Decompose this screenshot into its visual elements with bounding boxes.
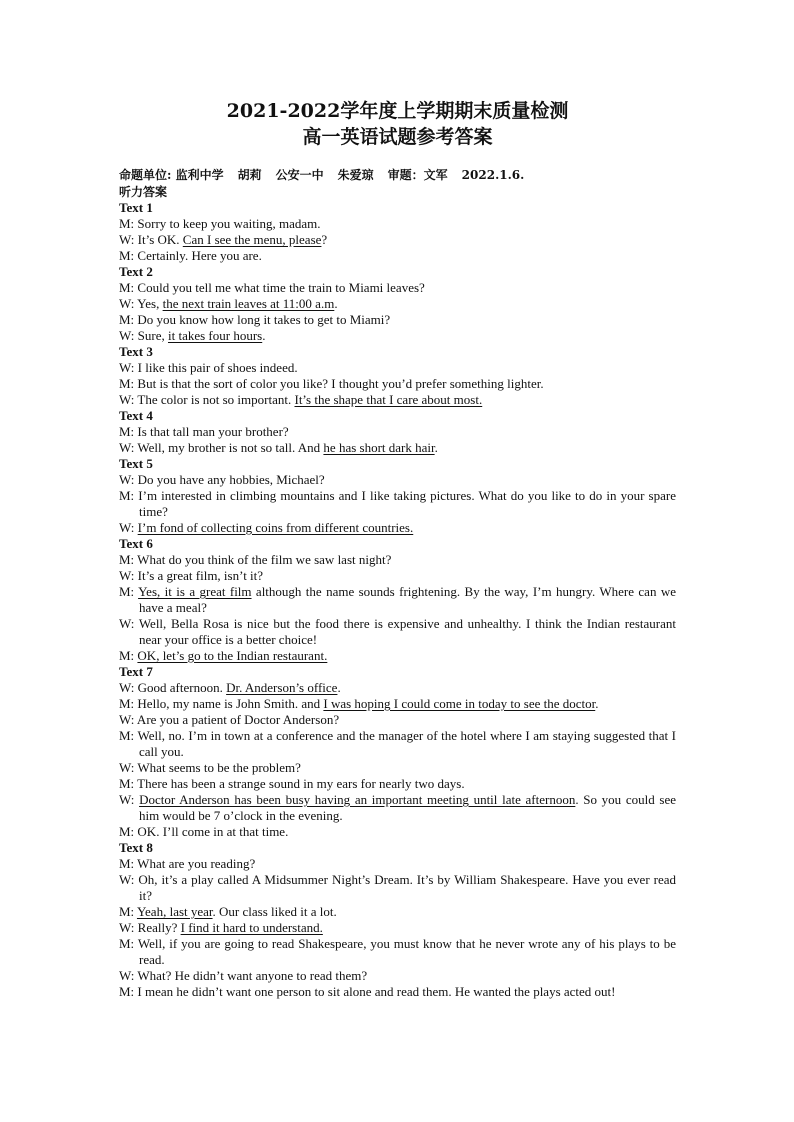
transcript-list — [119, 200, 676, 1000]
dialogue-line — [119, 616, 676, 648]
dialogue-line — [119, 904, 676, 920]
dialogue-line — [119, 760, 676, 776]
dialogue-text: W: Well, my brother is not so tall. And — [119, 440, 324, 455]
section-label: 听力答案 — [119, 185, 168, 199]
author-name-2: 朱爱琼 — [337, 168, 374, 182]
dialogue-text: W: Oh, it’s a play called A Midsummer Night’s Dream. It’s by William Shakespeare. Have you ever read it? — [119, 872, 676, 903]
document-title: 2021-2022学年度上学期期末质量检测 — [226, 100, 569, 122]
dialogue-line — [119, 328, 676, 344]
dialogue-text: . — [334, 296, 338, 311]
dialogue-text: W: — [119, 792, 140, 807]
dialogue-text: W: Sure, — [119, 328, 168, 343]
dialogue-text: . — [434, 440, 438, 455]
dialogue-line — [119, 936, 676, 968]
dialogue-text: M: — [119, 584, 139, 599]
dialogue-text: . — [595, 696, 599, 711]
dialogue-text: W: Well, Bella Rosa is nice but the food there is expensive and unhealthy. I think the Indian restaurant near your office is a better choice! — [119, 616, 676, 647]
dialogue-line — [119, 488, 676, 520]
dialogue-text: . So you could see him would be 7 o’clock in the evening. — [139, 792, 676, 823]
answer-underline: I’m fond of collecting coins from different countries. — [137, 520, 414, 535]
dialogue-text: M: Well, if you are going to read Shakespeare, you must know that he never wrote any of his plays to be read. — [119, 936, 676, 967]
answer-underline: the next train leaves at 11:00 a.m — [162, 296, 335, 311]
dialogue-text: M: Do you know how long it takes to get to Miami? — [119, 312, 391, 327]
text-heading: Text 1 — [119, 200, 153, 215]
dialogue-text: M: Certainly. Here you are. — [119, 248, 262, 263]
dialogue-text: W: Are you a patient of Doctor Anderson? — [119, 712, 340, 727]
dialogue-line — [119, 856, 676, 872]
document-subtitle: 高一英语试题参考答案 — [302, 126, 493, 148]
dialogue-text: W: What? He didn’t want anyone to read them? — [119, 968, 368, 983]
dialogue-line — [119, 520, 676, 536]
dialogue-text: . Our class liked it a lot. — [212, 904, 337, 919]
dialogue-text: M: But is that the sort of color you like? I thought you’d prefer something lighter. — [119, 376, 544, 391]
dialogue-line — [119, 552, 676, 568]
dialogue-text: . — [337, 680, 341, 695]
dialogue-text: M: What are you reading? — [119, 856, 256, 871]
dialogue-line — [119, 440, 676, 456]
dialogue-text: M: What do you think of the film we saw last night? — [119, 552, 392, 567]
dialogue-line — [119, 968, 676, 984]
dialogue-line — [119, 472, 676, 488]
dialogue-line — [119, 728, 676, 760]
reviewer: 审题：文军 — [387, 168, 448, 182]
dialogue-text: M: Is that tall man your brother? — [119, 424, 289, 439]
dialogue-text: W: Really? — [119, 920, 181, 935]
text-heading: Text 4 — [119, 408, 153, 423]
document-date: 2022.1.6. — [461, 168, 525, 182]
text-heading: Text 6 — [119, 536, 153, 551]
dialogue-text: M: OK. I’ll come in at that time. — [119, 824, 289, 839]
dialogue-line — [119, 376, 676, 392]
text-heading: Text 7 — [119, 664, 153, 679]
dialogue-line — [119, 424, 676, 440]
dialogue-text: W: It’s a great film, isn’t it? — [119, 568, 264, 583]
dialogue-text: W: It’s OK. — [119, 232, 183, 247]
answer-underline: Yes, it is a great film — [138, 584, 252, 599]
dialogue-line — [119, 280, 676, 296]
dialogue-text: W: — [119, 520, 138, 535]
dialogue-text: M: Hello, my name is John Smith. and — [119, 696, 324, 711]
dialogue-line — [119, 584, 676, 616]
answer-underline: Dr. Anderson’s office — [226, 680, 338, 695]
text-heading: Text 5 — [119, 456, 153, 471]
answer-underline: Can I see the menu, please — [182, 232, 322, 247]
dialogue-line — [119, 568, 676, 584]
author-school-2: 公安一中 — [275, 168, 324, 182]
answer-underline: I was hoping I could come in today to see the doctor — [323, 696, 596, 711]
dialogue-line — [119, 648, 676, 664]
answer-underline: I find it hard to understand. — [180, 920, 323, 935]
dialogue-line — [119, 312, 676, 328]
dialogue-text: M: Sorry to keep you waiting, madam. — [119, 216, 321, 231]
dialogue-text: W: The color is not so important. — [119, 392, 295, 407]
dialogue-text: W: Good afternoon. — [119, 680, 227, 695]
dialogue-line — [119, 984, 676, 1000]
answer-underline: Doctor Anderson has been busy having an important meeting until late afternoon — [139, 792, 576, 807]
answer-underline: it takes four hours — [167, 328, 263, 343]
dialogue-text: M: Could you tell me what time the train to Miami leaves? — [119, 280, 425, 295]
dialogue-line — [119, 392, 676, 408]
dialogue-line — [119, 680, 676, 696]
dialogue-text: ? — [321, 232, 328, 247]
dialogue-text: M: There has been a strange sound in my ears for nearly two days. — [119, 776, 465, 791]
dialogue-line — [119, 232, 676, 248]
text-heading: Text 3 — [119, 344, 153, 359]
dialogue-line — [119, 872, 676, 904]
dialogue-text: M: — [119, 904, 137, 919]
dialogue-line — [119, 824, 676, 840]
dialogue-text: W: Yes, — [119, 296, 163, 311]
dialogue-line — [119, 712, 676, 728]
dialogue-line — [119, 776, 676, 792]
dialogue-line — [119, 296, 676, 312]
dialogue-text: W: Do you have any hobbies, Michael? — [119, 472, 325, 487]
answer-underline: OK, let’s go to the Indian restaurant. — [137, 648, 328, 663]
dialogue-text: although the name sounds frightening. By the way, I’m hungry. Where can we have a meal? — [139, 584, 676, 615]
dialogue-line — [119, 248, 676, 264]
author-info — [119, 167, 676, 184]
dialogue-text: M: Well, no. I’m in town at a conference and the manager of the hotel where I am staying suggested that I call you. — [119, 728, 676, 759]
dialogue-line — [119, 216, 676, 232]
dialogue-text: M: I mean he didn’t want one person to sit alone and read them. He wanted the plays acted out! — [119, 984, 616, 999]
dialogue-line — [119, 696, 676, 712]
dialogue-text: W: I like this pair of shoes indeed. — [119, 360, 298, 375]
dialogue-line — [119, 920, 676, 936]
dialogue-text: . — [262, 328, 266, 343]
dialogue-text: W: What seems to be the problem? — [119, 760, 301, 775]
text-heading: Text 2 — [119, 264, 153, 279]
author-unit: 命题单位: 监利中学 — [119, 168, 224, 182]
text-heading: Text 8 — [119, 840, 153, 855]
answer-underline: Yeah, last year — [136, 904, 213, 919]
dialogue-line — [119, 360, 676, 376]
dialogue-text: M: I’m interested in climbing mountains and I like taking pictures. What do you like to do in your spare time? — [119, 488, 676, 519]
answer-underline: he has short dark hair — [323, 440, 435, 455]
author-name-1: 胡莉 — [237, 168, 262, 182]
dialogue-line — [119, 792, 676, 824]
dialogue-text: M: — [119, 648, 138, 663]
answer-underline: It’s the shape that I care about most. — [294, 392, 483, 407]
